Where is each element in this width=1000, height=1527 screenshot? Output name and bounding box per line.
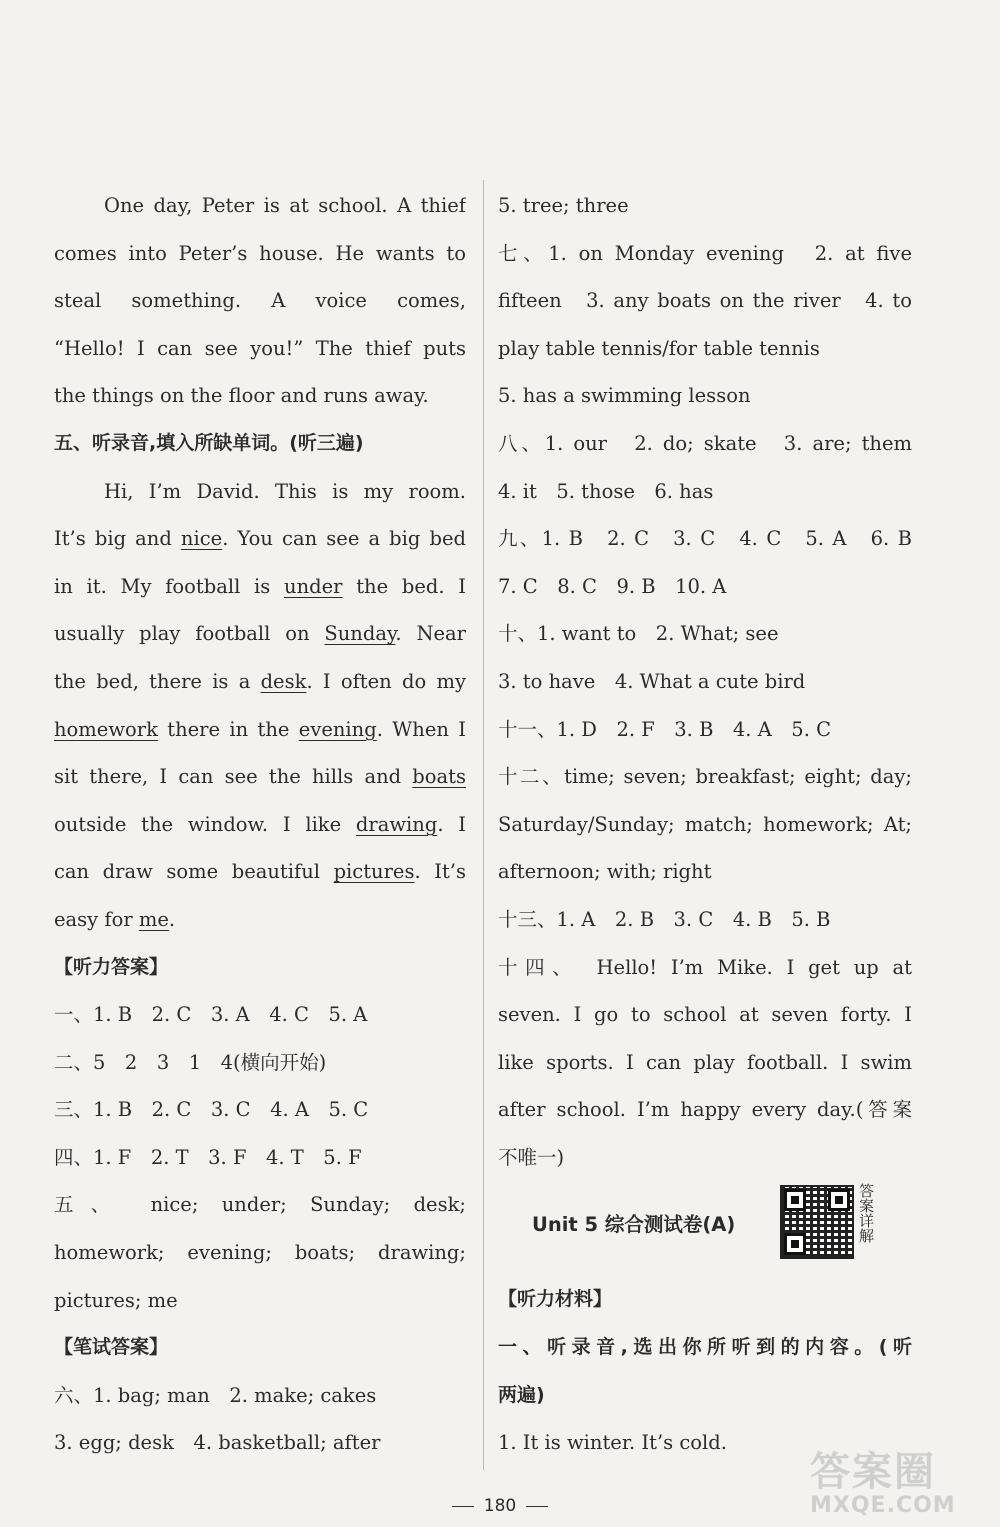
answer-line: 4. it 5. those 6. has (498, 479, 714, 503)
answer-line: after school. I’m happy every day.(答案 (498, 1098, 912, 1122)
story-line: It’s big and nice. You can see a big bed (54, 527, 466, 551)
answer-line: 二、5 2 3 1 4(横向开始) (54, 1050, 327, 1074)
right-column (498, 182, 912, 1467)
story-line: in it. My football is under the bed. I (54, 574, 466, 598)
watermark-logo: 答案圈 MXQE.COM (810, 1449, 956, 1518)
answer-line: 十四、 Hello! I’m Mike. I get up at (498, 955, 912, 979)
answer-line: 三、1. B 2. C 3. C 4. A 5. C (54, 1098, 369, 1122)
answer-blank: under (284, 574, 343, 598)
answer-blank: drawing (355, 812, 438, 836)
answer-blank: desk (260, 669, 307, 693)
page-number: 180 (0, 1496, 1000, 1516)
story-line: steal something. A voice comes, (54, 289, 466, 313)
section-heading: 五、听录音,填入所缺单词。(听三遍) (54, 431, 364, 454)
answer-line: 九、1. B 2. C 3. C 4. C 5. A 6. B (498, 527, 912, 551)
answer-line: 3. to have 4. What a cute bird (498, 669, 806, 693)
answer-line: 七、1. on Monday evening 2. at five (498, 241, 912, 265)
listening-material-heading: 【听力材料】 (498, 1288, 613, 1311)
story-line: sit there, I can see the hills and boats (54, 765, 466, 789)
qr-code-icon[interactable] (780, 1185, 854, 1259)
answer-line: 5. has a swimming lesson (498, 384, 751, 408)
story-line: the bed, there is a desk. I often do my (54, 669, 466, 693)
answer-line: 八、1. our 2. do; skate 3. are; them (498, 431, 912, 455)
answer-line: 十二、time; seven; breakfast; eight; day; (498, 765, 912, 789)
answer-line: 一、1. B 2. C 3. A 4. C 5. A (54, 1003, 368, 1027)
answer-line: like sports. I can play football. I swim (498, 1050, 912, 1074)
answer-line: pictures; me (54, 1288, 178, 1312)
material-line: 1. It is winter. It’s cold. (498, 1431, 727, 1455)
answer-line: 5. tree; three (498, 194, 629, 217)
answer-line: homework; evening; boats; drawing; (54, 1241, 466, 1265)
section-heading: 两遍) (498, 1383, 545, 1406)
story-line: “Hello! I can see you!” The thief puts (54, 336, 466, 360)
answer-line: 7. C 8. C 9. B 10. A (498, 574, 727, 598)
answer-blank: evening (298, 717, 377, 741)
story-line: can draw some beautiful pictures. It’s (54, 860, 466, 884)
answer-blank: me (138, 907, 169, 931)
answer-line: 四、1. F 2. T 3. F 4. T 5. F (54, 1145, 362, 1169)
answer-blank: nice (180, 527, 223, 551)
story-line: outside the window. I like drawing. I (54, 812, 466, 836)
qr-label: 答案详解 (857, 1183, 875, 1244)
story-line: the things on the floor and runs away. (54, 384, 429, 408)
answer-line: 不唯一) (498, 1145, 565, 1169)
answer-line: play table tennis/for table tennis (498, 336, 820, 360)
story-line: One day, Peter is at school. A thief (104, 194, 466, 217)
listening-answers-heading: 【听力答案】 (54, 955, 169, 978)
unit-header (498, 1181, 912, 1276)
answer-line: Saturday/Sunday; match; homework; At; (498, 812, 912, 836)
answer-line: 十三、1. A 2. B 3. C 4. B 5. B (498, 907, 831, 931)
section-heading: 一、听录音,选出你所听到的内容。(听 (498, 1336, 912, 1359)
column-divider (483, 180, 484, 1470)
answer-line: 十一、1. D 2. F 3. B 4. A 5. C (498, 717, 832, 741)
answer-line: 六、1. bag; man 2. make; cakes (54, 1383, 377, 1407)
unit-title: Unit 5 综合测试卷(A) (532, 1213, 736, 1237)
story-line: easy for me. (54, 907, 176, 931)
story-line: Hi, I’m David. This is my room. (104, 479, 466, 503)
story-line: comes into Peter’s house. He wants to (54, 241, 466, 265)
answer-line: 五、 nice; under; Sunday; desk; (54, 1193, 466, 1217)
answer-line: 3. egg; desk 4. basketball; after (54, 1431, 381, 1455)
answer-line: 十、1. want to 2. What; see (498, 622, 779, 646)
left-column (54, 182, 466, 1467)
story-line: homework there in the evening. When I (54, 717, 466, 741)
answer-line: afternoon; with; right (498, 860, 712, 884)
story-line: usually play football on Sunday. Near (54, 622, 466, 646)
answer-blank: Sunday (324, 622, 396, 646)
answer-blank: boats (412, 765, 466, 789)
answer-blank: homework (54, 717, 158, 741)
answer-blank: pictures (333, 860, 415, 884)
answer-line: fifteen 3. any boats on the river 4. to (498, 289, 912, 313)
written-answers-heading: 【笔试答案】 (54, 1336, 169, 1359)
answer-line: seven. I go to school at seven forty. I (498, 1003, 912, 1027)
